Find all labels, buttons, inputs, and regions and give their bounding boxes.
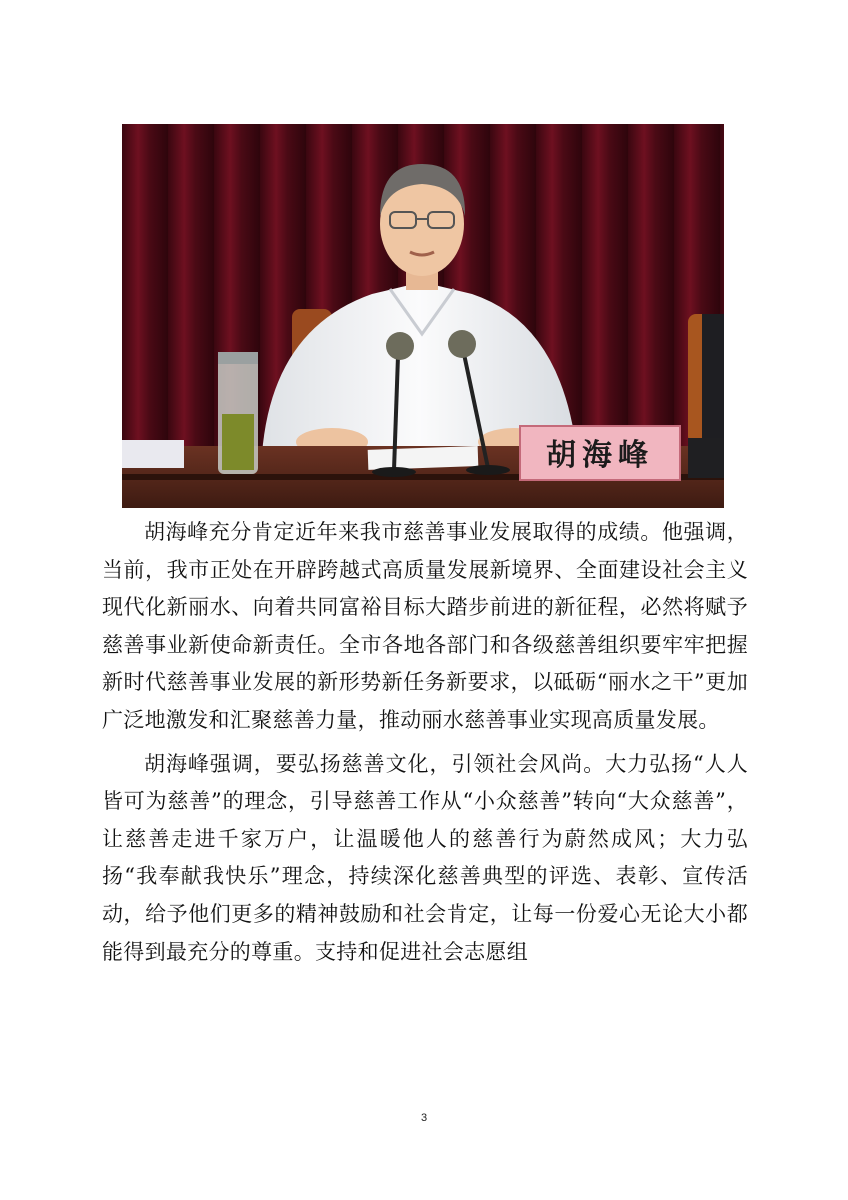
paragraph-2: 胡海峰强调，要弘扬慈善文化，引领社会风尚。大力弘扬“人人皆可为慈善”的理念，引导慈善工作从“小众慈善”转向“大众慈善”，让慈善走进千家万户，让温暖他人的慈善行为蔚然成风；大力弘扬“我奉献我快乐”理念，持续深化慈善典型的评选、表彰、宣传活动，给予他们更多的精神鼓励和社会肯定，让每一份爱心无论大小都能得到最充分的尊重。支持和促进社会志愿组: [102, 751, 748, 964]
paragraph-1: 胡海峰充分肯定近年来我市慈善事业发展取得的成绩。他强调，当前，我市正处在开辟跨越式高质量发展新境界、全面建设社会主义现代化新丽水、向着共同富裕目标大踏步前进的新征程，必然将赋予慈善事业新使命新责任。全市各地各部门和各级慈善组织要牢牢把握新时代慈善事业发展的新形势新任务新要求，以砥砺“丽水之干”更加广泛地激发和汇聚慈善力量，推动丽水慈善事业实现高质量发展。: [102, 520, 748, 732]
speaker-photo: [122, 124, 724, 508]
page-number: 3: [420, 1112, 428, 1124]
article-body: [102, 514, 748, 971]
papers-left: [122, 440, 184, 468]
nameplate-text: 胡海峰: [546, 438, 654, 473]
speech-papers: [368, 446, 479, 470]
